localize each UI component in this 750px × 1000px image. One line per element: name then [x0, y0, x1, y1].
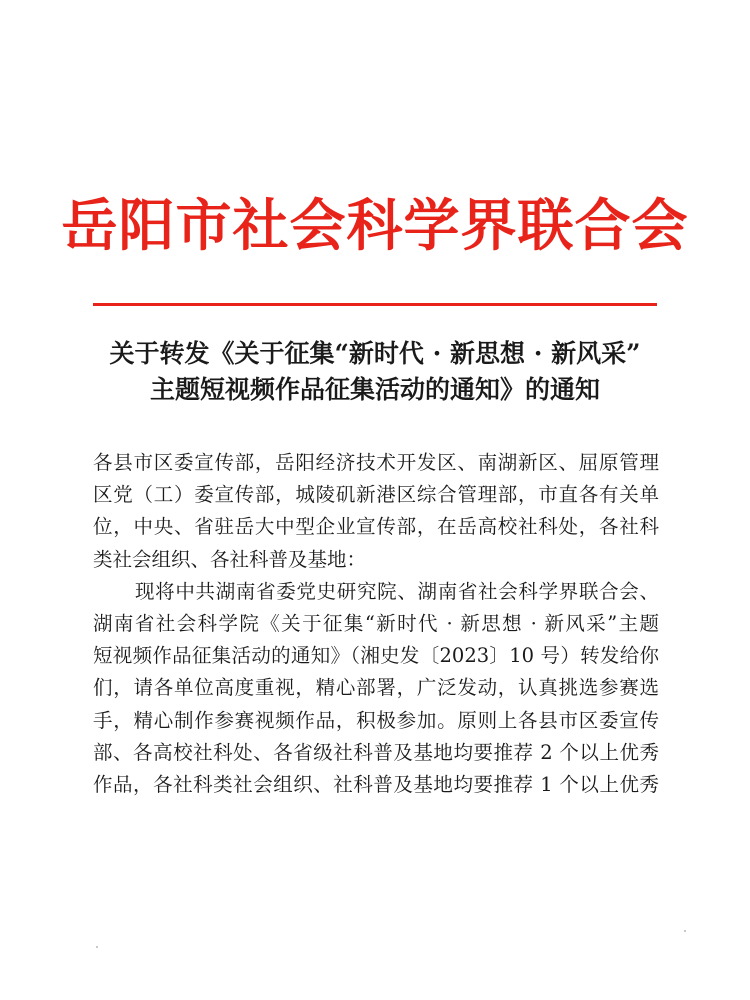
document-title	[60, 336, 690, 408]
body-line-5: 现将中共湖南省委党史研究院、湖南省社会科学界联合会、	[135, 579, 659, 603]
document-title-line-1: 关于转发《关于征集“新时代 · 新思想 · 新风采”	[109, 339, 641, 368]
scan-speck	[684, 930, 686, 932]
document-body	[93, 447, 659, 801]
body-line-11: 作品，各社科类社会组织、社科普及基地均要推荐 1 个以上优秀	[93, 773, 659, 797]
body-line-4: 类社会组织、各社科普及基地：	[93, 547, 367, 571]
body-line-2: 区党（工）委宣传部，城陵矶新港区综合管理部，市直各有关单	[93, 483, 659, 507]
body-line-3: 位，中央、省驻岳大中型企业宣传部，在岳高校社科处，各社科	[93, 515, 659, 539]
scan-speck	[96, 946, 98, 948]
letterhead-red-rule	[93, 303, 657, 306]
letterhead-org-name: 岳阳市社会科学界联合会	[61, 193, 689, 259]
body-line-1: 各县市区委宣传部，岳阳经济技术开发区、南湖新区、屈原管理	[93, 451, 659, 474]
document-title-line-2: 主题短视频作品征集活动的通知》的通知	[149, 375, 600, 404]
body-line-9: 手，精心制作参赛视频作品，积极参加。原则上各县市区委宣传	[93, 708, 659, 732]
body-line-10: 部、各高校社科处、各省级社科普及基地均要推荐 2 个以上优秀	[93, 740, 659, 764]
body-line-8: 们，请各单位高度重视，精心部署，广泛发动，认真挑选参赛选	[93, 676, 659, 700]
body-line-6: 湖南省社会科学院《关于征集“新时代 · 新思想 · 新风采”主题	[93, 612, 659, 636]
body-line-7: 短视频作品征集活动的通知》（湘史发〔2023〕10 号）转发给你	[93, 644, 659, 668]
